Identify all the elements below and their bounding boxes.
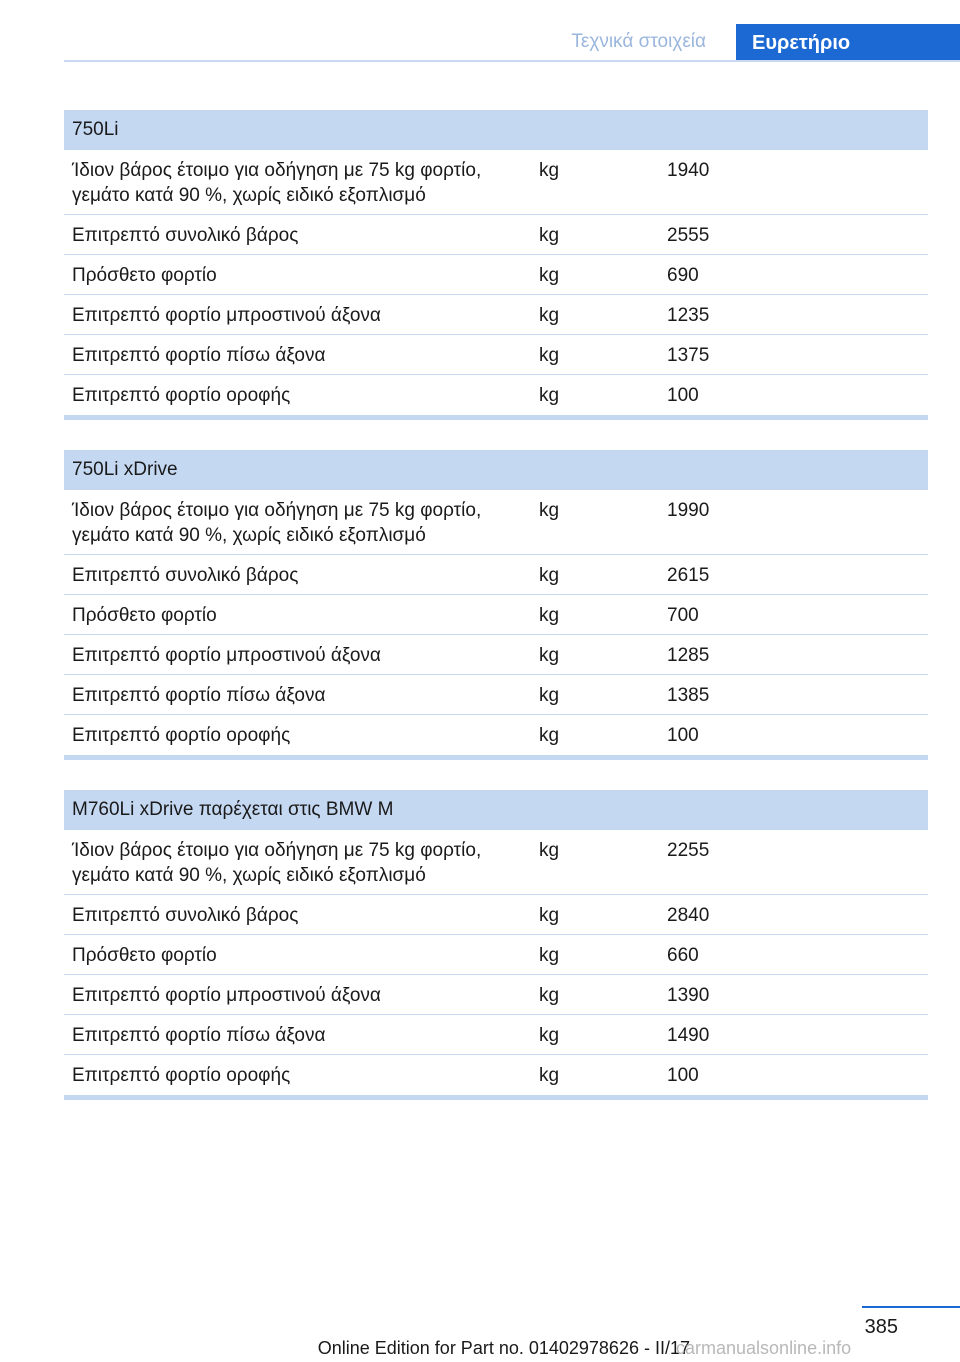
row-label: Επιτρεπτό συνολικό βάρος <box>72 905 299 926</box>
content <box>64 110 928 1130</box>
row-unit: kg <box>539 1065 560 1086</box>
table-row <box>64 555 928 595</box>
row-value: 2555 <box>667 225 710 246</box>
row-value: 1385 <box>667 685 710 706</box>
row-unit: kg <box>539 605 560 626</box>
row-unit: kg <box>539 385 560 406</box>
row-value: 2615 <box>667 565 710 586</box>
row-label: Επιτρεπτό φορτίο πίσω άξονα <box>72 685 326 706</box>
row-unit: kg <box>539 1025 560 1046</box>
row-value: 100 <box>667 725 699 746</box>
table-row <box>64 1015 928 1055</box>
row-label: Επιτρεπτό συνολικό βάρος <box>72 565 299 586</box>
row-label: Ίδιον βάρος έτοιμο για οδήγηση με 75 kg φορτίο, γεμάτο κατά 90 %, χωρίς ειδικό εξοπλισμό <box>72 500 482 546</box>
row-unit: kg <box>539 685 560 706</box>
spec-table-750li-xdrive <box>64 450 928 760</box>
row-unit: kg <box>539 345 560 366</box>
row-unit: kg <box>539 265 560 286</box>
row-label: Επιτρεπτό φορτίο οροφής <box>72 1065 291 1086</box>
row-value: 1990 <box>667 500 710 521</box>
row-value: 1235 <box>667 305 710 326</box>
row-unit: kg <box>539 565 560 586</box>
table-row <box>64 375 928 415</box>
spec-table-m760li-xdrive <box>64 790 928 1100</box>
row-value: 1490 <box>667 1025 710 1046</box>
row-value: 1375 <box>667 345 710 366</box>
row-label: Πρόσθετο φορτίο <box>72 605 217 626</box>
row-label: Επιτρεπτό φορτίο οροφής <box>72 725 291 746</box>
table-title: M760Li xDrive παρέχεται στις BMW M <box>64 790 928 830</box>
table-title: 750Li xDrive <box>64 450 928 490</box>
row-label: Επιτρεπτό φορτίο μπροστινού άξονα <box>72 305 381 326</box>
table-row <box>64 150 928 215</box>
watermark: carmanualsonline.info <box>676 1338 852 1358</box>
edition-note: Online Edition for Part no. 01402978626 - II/17 <box>317 1338 690 1358</box>
tab-index[interactable]: Ευρετήριο <box>736 24 960 62</box>
row-unit: kg <box>539 840 560 861</box>
row-unit: kg <box>539 645 560 666</box>
page-number: 385 <box>864 1316 898 1338</box>
row-unit: kg <box>539 225 560 246</box>
row-label: Επιτρεπτό φορτίο πίσω άξονα <box>72 345 326 366</box>
row-value: 2255 <box>667 840 710 861</box>
table-title: 750Li <box>64 110 928 150</box>
table-row <box>64 215 928 255</box>
header-divider <box>64 60 960 62</box>
table-row <box>64 675 928 715</box>
table-row <box>64 895 928 935</box>
row-label: Ίδιον βάρος έτοιμο για οδήγηση με 75 kg φορτίο, γεμάτο κατά 90 %, χωρίς ειδικό εξοπλισμό <box>72 160 482 206</box>
row-value: 700 <box>667 605 699 626</box>
row-label: Επιτρεπτό φορτίο μπροστινού άξονα <box>72 985 381 1006</box>
row-label: Επιτρεπτό συνολικό βάρος <box>72 225 299 246</box>
row-value: 100 <box>667 385 699 406</box>
table-bottom-rule <box>64 415 928 420</box>
row-value: 660 <box>667 945 699 966</box>
table-bottom-rule <box>64 755 928 760</box>
row-unit: kg <box>539 985 560 1006</box>
row-label: Επιτρεπτό φορτίο οροφής <box>72 385 291 406</box>
table-row <box>64 490 928 555</box>
row-unit: kg <box>539 160 560 181</box>
row-value: 2840 <box>667 905 710 926</box>
row-label: Επιτρεπτό φορτίο πίσω άξονα <box>72 1025 326 1046</box>
footer-divider <box>862 1306 960 1308</box>
table-row <box>64 255 928 295</box>
row-unit: kg <box>539 725 560 746</box>
row-value: 1285 <box>667 645 710 666</box>
table-row <box>64 335 928 375</box>
row-value: 690 <box>667 265 699 286</box>
row-unit: kg <box>539 945 560 966</box>
row-label: Επιτρεπτό φορτίο μπροστινού άξονα <box>72 645 381 666</box>
row-label: Ίδιον βάρος έτοιμο για οδήγηση με 75 kg φορτίο, γεμάτο κατά 90 %, χωρίς ειδικό εξοπλισμό <box>72 840 482 886</box>
spec-table-750li <box>64 110 928 420</box>
row-unit: kg <box>539 500 560 521</box>
page-header <box>0 0 960 64</box>
table-row <box>64 295 928 335</box>
row-label: Πρόσθετο φορτίο <box>72 265 217 286</box>
row-value: 100 <box>667 1065 699 1086</box>
row-unit: kg <box>539 305 560 326</box>
row-value: 1390 <box>667 985 710 1006</box>
table-row <box>64 1055 928 1095</box>
row-unit: kg <box>539 905 560 926</box>
table-row <box>64 830 928 895</box>
tab-technical-data[interactable]: Τεχνικά στοιχεία <box>571 31 706 52</box>
table-row <box>64 715 928 755</box>
table-row <box>64 935 928 975</box>
table-row <box>64 975 928 1015</box>
table-row <box>64 595 928 635</box>
table-bottom-rule <box>64 1095 928 1100</box>
row-value: 1940 <box>667 160 710 181</box>
row-label: Πρόσθετο φορτίο <box>72 945 217 966</box>
table-row <box>64 635 928 675</box>
